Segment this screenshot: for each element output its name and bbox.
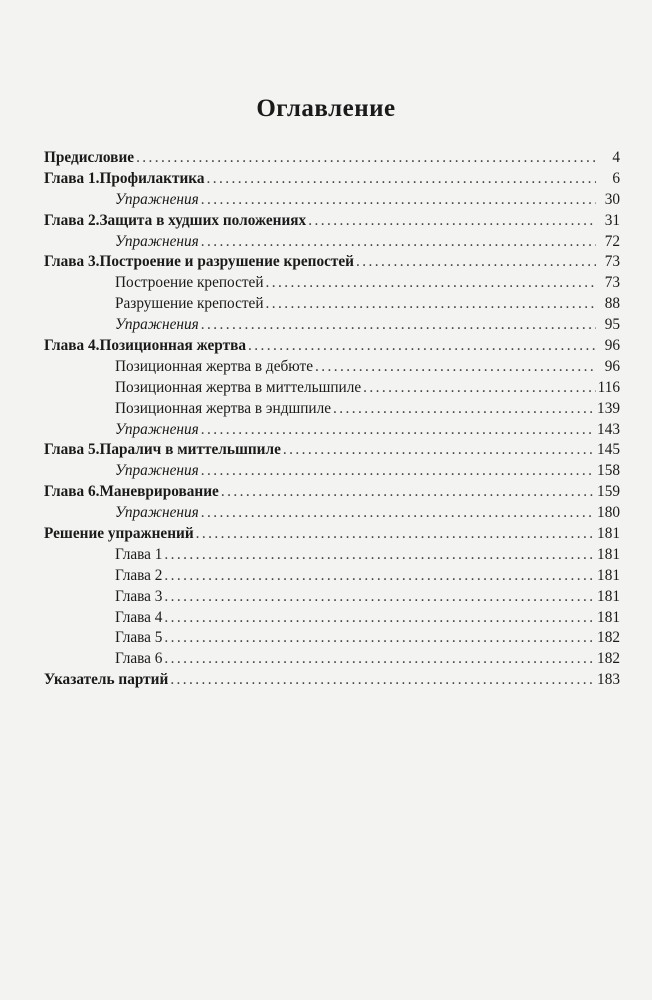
toc-entry bbox=[44, 670, 620, 691]
toc-entry bbox=[44, 190, 620, 211]
toc-entry-title: Позиционная жертва bbox=[99, 337, 247, 355]
toc-entry bbox=[44, 482, 620, 503]
toc-entry-lead bbox=[44, 649, 597, 670]
toc-entry-title: Глава 6 bbox=[115, 650, 163, 668]
toc-entry bbox=[44, 420, 620, 441]
toc-entry-title: Позиционная жертва в миттельшпиле bbox=[115, 378, 362, 396]
toc-entry-lead bbox=[44, 482, 597, 503]
toc-entry-title: Глава 3 bbox=[115, 587, 163, 605]
toc-entry bbox=[44, 336, 620, 357]
toc-entry bbox=[44, 252, 620, 273]
toc-entry bbox=[44, 649, 620, 670]
dot-leader bbox=[201, 232, 596, 253]
toc-entry bbox=[44, 566, 620, 587]
toc-entry bbox=[44, 232, 620, 253]
toc-page-number: 180 bbox=[597, 504, 620, 522]
toc-page-number: 181 bbox=[597, 587, 620, 605]
toc-entry bbox=[44, 211, 620, 232]
dot-leader bbox=[356, 252, 596, 273]
toc-entry-lead bbox=[44, 399, 597, 420]
toc-entry-title: Маневрирование bbox=[99, 483, 219, 501]
toc-page-number: 96 bbox=[604, 337, 620, 355]
toc-entry bbox=[44, 169, 620, 190]
toc-page-number: 116 bbox=[597, 378, 620, 396]
toc-entry-title: Глава 5 bbox=[115, 629, 163, 647]
toc-entry-lead bbox=[44, 336, 598, 357]
toc-entry bbox=[44, 315, 620, 336]
toc-entry-title: Упражнения bbox=[115, 462, 199, 480]
toc-page-number: 159 bbox=[597, 483, 620, 501]
chapter-number: Глава 6. bbox=[44, 483, 100, 501]
toc-entry-title: Защита в худших положениях bbox=[99, 211, 307, 229]
toc-page-number: 73 bbox=[604, 274, 620, 292]
chapter-number: Глава 1. bbox=[44, 169, 100, 187]
toc-page-number: 6 bbox=[612, 169, 620, 187]
toc-page-number: 181 bbox=[597, 545, 620, 563]
toc-entry-title: Глава 2 bbox=[115, 566, 163, 584]
toc-entry-title: Построение крепостей bbox=[115, 274, 264, 292]
toc-entry-lead bbox=[44, 190, 598, 211]
table-of-contents bbox=[44, 148, 620, 691]
toc-entry bbox=[44, 399, 620, 420]
toc-entry-lead bbox=[44, 148, 598, 169]
toc-entry-title: Позиционная жертва в дебюте bbox=[115, 357, 313, 375]
toc-entry-title: Глава 1 bbox=[115, 545, 163, 563]
toc-entry bbox=[44, 440, 620, 461]
toc-entry-lead bbox=[44, 232, 598, 253]
toc-entry bbox=[44, 608, 620, 629]
dot-leader bbox=[164, 545, 595, 566]
toc-entry bbox=[44, 587, 620, 608]
toc-entry-lead bbox=[44, 628, 597, 649]
toc-entry bbox=[44, 378, 620, 399]
toc-page-number: 158 bbox=[597, 462, 620, 480]
toc-page-number: 181 bbox=[597, 608, 620, 626]
toc-entry-lead bbox=[44, 503, 597, 524]
toc-title: Оглавление bbox=[256, 95, 396, 122]
toc-entry-title: Указатель партий bbox=[44, 671, 169, 689]
dot-leader bbox=[170, 670, 595, 691]
toc-entry bbox=[44, 294, 620, 315]
dot-leader bbox=[221, 482, 595, 503]
toc-entry-title: Глава 4 bbox=[115, 608, 163, 626]
toc-entry-title: Позиционная жертва в эндшпиле bbox=[115, 399, 332, 417]
toc-entry-title: Разрушение крепостей bbox=[115, 295, 264, 313]
toc-page-number: 181 bbox=[597, 566, 620, 584]
toc-entry bbox=[44, 524, 620, 545]
toc-entry-title: Предисловие bbox=[44, 149, 135, 166]
toc-page-number: 139 bbox=[597, 399, 620, 417]
toc-page-number: 95 bbox=[604, 316, 620, 334]
dot-leader bbox=[266, 294, 596, 315]
dot-leader bbox=[207, 169, 596, 190]
toc-entry-lead bbox=[44, 211, 598, 232]
toc-entry-title: Решение упражнений bbox=[44, 525, 194, 543]
toc-page-number: 182 bbox=[597, 650, 620, 668]
dot-leader bbox=[164, 608, 595, 629]
dot-leader bbox=[333, 399, 595, 420]
dot-leader bbox=[196, 524, 595, 545]
dot-leader bbox=[266, 273, 596, 294]
toc-page-number: 143 bbox=[597, 420, 620, 438]
toc-entry-title: Построение и разрушение крепостей bbox=[99, 253, 354, 271]
dot-leader bbox=[283, 440, 595, 461]
toc-entry-title: Упражнения bbox=[115, 232, 199, 250]
toc-entry-title: Паралич в миттельшпиле bbox=[99, 441, 281, 459]
toc-page-number: 96 bbox=[604, 357, 620, 375]
toc-entry bbox=[44, 461, 620, 482]
toc-entry-lead bbox=[44, 378, 598, 399]
dot-leader bbox=[201, 461, 595, 482]
toc-entry bbox=[44, 503, 620, 524]
dot-leader bbox=[136, 148, 596, 169]
toc-entry-lead bbox=[44, 545, 597, 566]
chapter-number: Глава 4. bbox=[44, 337, 100, 355]
toc-entry-lead bbox=[44, 169, 598, 190]
chapter-number: Глава 5. bbox=[44, 441, 100, 459]
toc-entry-lead bbox=[44, 420, 597, 441]
dot-leader bbox=[201, 503, 595, 524]
toc-entry-lead bbox=[44, 294, 598, 315]
dot-leader bbox=[164, 628, 595, 649]
dot-leader bbox=[363, 378, 595, 399]
toc-entry-lead bbox=[44, 273, 598, 294]
dot-leader bbox=[201, 315, 596, 336]
toc-entry bbox=[44, 628, 620, 649]
chapter-number: Глава 2. bbox=[44, 211, 100, 229]
toc-entry-lead bbox=[44, 608, 597, 629]
dot-leader bbox=[164, 587, 595, 608]
toc-entry bbox=[44, 545, 620, 566]
dot-leader bbox=[248, 336, 596, 357]
dot-leader bbox=[315, 357, 596, 378]
toc-entry-lead bbox=[44, 440, 597, 461]
toc-entry-title: Упражнения bbox=[115, 420, 199, 438]
dot-leader bbox=[201, 190, 596, 211]
dot-leader bbox=[164, 566, 595, 587]
toc-page-number: 181 bbox=[597, 525, 620, 543]
toc-entry-lead bbox=[44, 670, 597, 691]
toc-entry-lead bbox=[44, 461, 597, 482]
toc-entry-lead bbox=[44, 252, 598, 273]
toc-page-number: 145 bbox=[597, 441, 620, 459]
toc-entry-lead bbox=[44, 315, 598, 336]
toc-page-number: 88 bbox=[604, 295, 620, 313]
toc-entry-lead bbox=[44, 587, 597, 608]
toc-entry-lead bbox=[44, 566, 597, 587]
toc-page-number: 73 bbox=[604, 253, 620, 271]
toc-entry bbox=[44, 273, 620, 294]
dot-leader bbox=[164, 649, 595, 670]
toc-page-number: 4 bbox=[612, 149, 620, 166]
chapter-number: Глава 3. bbox=[44, 253, 100, 271]
toc-entry-title: Профилактика bbox=[99, 169, 205, 187]
toc-page-number: 31 bbox=[604, 211, 620, 229]
toc-page-number: 182 bbox=[597, 629, 620, 647]
toc-entry-title: Упражнения bbox=[115, 190, 199, 208]
dot-leader bbox=[201, 420, 595, 441]
toc-entry-title: Упражнения bbox=[115, 316, 199, 334]
toc-page-number: 72 bbox=[604, 232, 620, 250]
toc-entry-lead bbox=[44, 357, 598, 378]
toc-entry-title: Упражнения bbox=[115, 504, 199, 522]
toc-entry bbox=[44, 148, 620, 169]
toc-page-number: 183 bbox=[597, 671, 620, 689]
toc-entry bbox=[44, 357, 620, 378]
dot-leader bbox=[308, 211, 596, 232]
toc-page-number: 30 bbox=[604, 190, 620, 208]
toc-entry-lead bbox=[44, 524, 597, 545]
